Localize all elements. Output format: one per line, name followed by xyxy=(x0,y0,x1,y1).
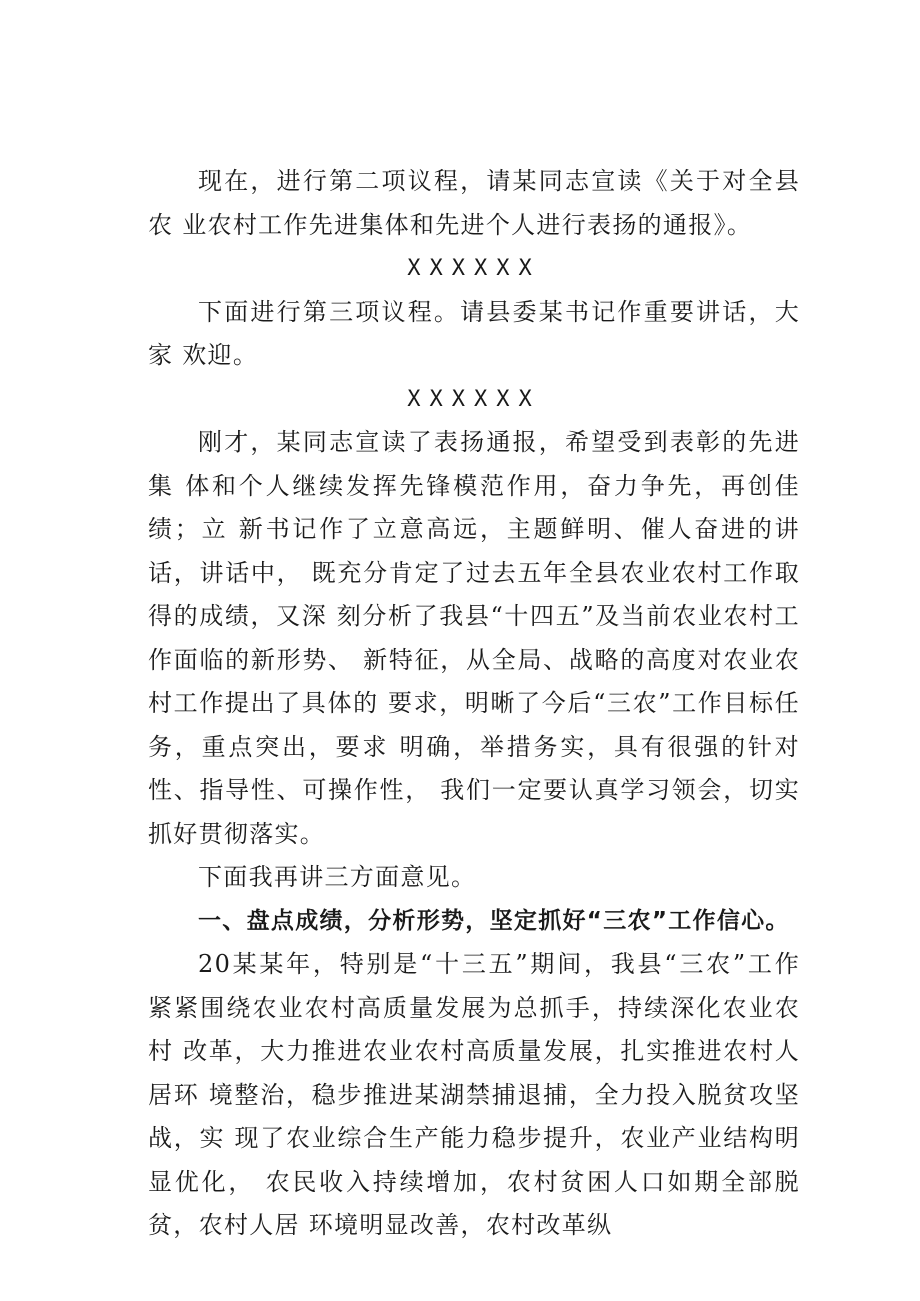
paragraph-agenda-three: 下面进行第三项议程。请县委某书记作重要讲话，大家 欢迎。 xyxy=(148,297,800,369)
paragraph-summary: 刚才，某同志宣读了表扬通报，希望受到表彰的先进集 体和个人继续发挥先锋模范作用，奋力争先，再创佳绩；立 新书记作了立意高远，主题鲜明、催人奋进的讲话，讲话中， 既充分肯定了过去五年全县农业农村工作取得的成绩，又深 刻分析了我县“十四五”及当前农业农村工作面临的新形势、 新特征，从全局、战略的高度对农业农村工作提出了具体的 要求，明晰了今后“三农”工作目标任务，重点突出，要求 明确，举措务实，具有很强的针对性、指导性、可操作性， 我们一定要认真学习领会，切实抓好贯彻落实。 xyxy=(148,428,800,848)
section-heading-1: 一、盘点成绩，分析形势，坚定抓好“三农”工作信心。 xyxy=(198,907,790,934)
paragraph-agenda-two: 现在，进行第二项议程，请某同志宣读《关于对全县农 业农村工作先进集体和先进个人进行表扬的通报》。 xyxy=(148,167,800,239)
paragraph-intro-opinions: 下面我再讲三方面意见。 xyxy=(198,863,477,891)
separator-placeholder-1: XXXXXX xyxy=(407,256,541,281)
paragraph-achievements: 20某某年，特别是“十三五”期间，我县“三农”工作 紧紧围绕农业农村高质量发展为总抓手，持续深化农业农村 改革，大力推进农业农村高质量发展，扎实推进农村人居环 境整治，稳步推进某湖禁捕退捕，全力投入脱贫攻坚战，实 现了农业综合生产能力稳步提升，农业产业结构明显优化， 农民收入持续增加，农村贫困人口如期全部脱贫，农村人居 环境明显改善，农村改革纵 xyxy=(148,950,800,1239)
document-body xyxy=(148,160,800,1248)
separator-placeholder-2: XXXXXX xyxy=(407,386,541,412)
